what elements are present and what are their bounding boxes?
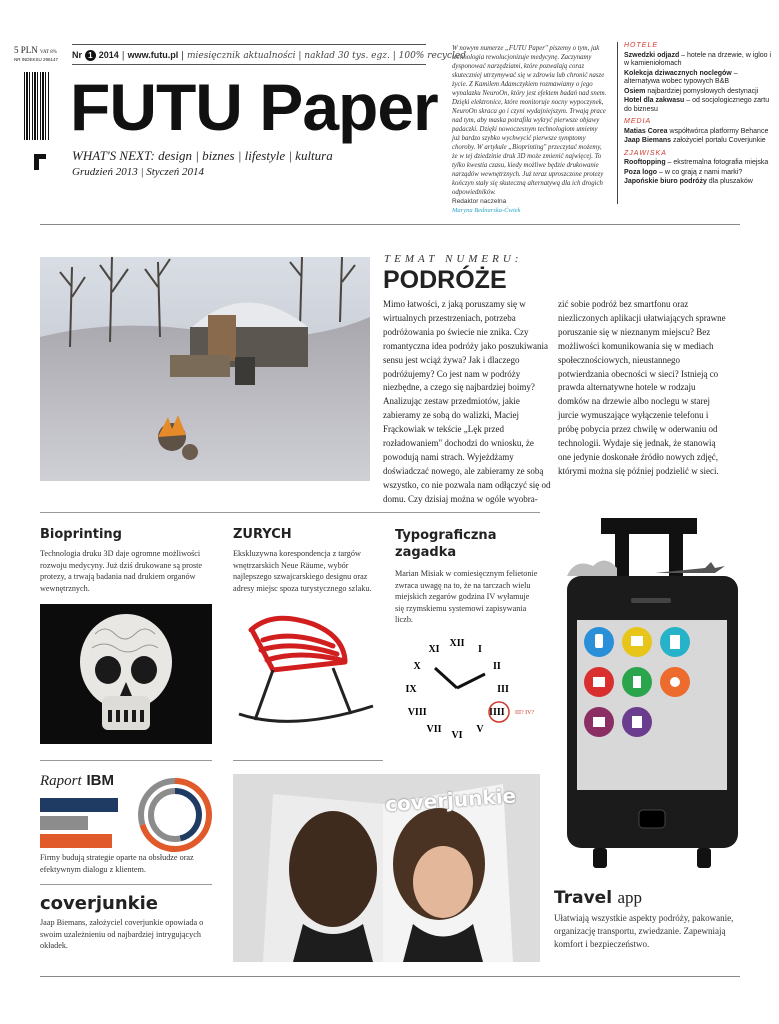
raport-text: Firmy budują strategie oparte na obsłudze oraz efektywnym dialogu z klientem. bbox=[40, 853, 194, 874]
issue-meta: Nr 1 2014 | www.futu.pl | miesięcznik aktualności | nakład 30 tys. egz. | 100% recycled bbox=[72, 50, 466, 61]
toc-item[interactable]: Japońskie biuro podróży dla pluszaków bbox=[624, 178, 753, 185]
rule-raport bbox=[40, 760, 212, 761]
header-top-rule bbox=[72, 44, 426, 45]
section-rule bbox=[40, 512, 540, 513]
travel-text: Ułatwiają wszystkie aspekty podróży, pakowanie, organizację transportu, zwiedzanie. Zapewniają komfort i bezpieczeństwo. bbox=[554, 913, 734, 949]
category-zjawiska: ZJAWISKA bbox=[624, 149, 667, 157]
bioprinting-text: Technologia druku 3D daje ogromne możliwości rozwoju medycyny. Już dziś drukowane są proste protezy, a trwają badania nad drukiem organów wewnętrznych. bbox=[40, 549, 203, 593]
category-media: MEDIA bbox=[624, 118, 652, 125]
rule-coverjunkie bbox=[40, 884, 212, 885]
raport-bar-grey bbox=[40, 816, 88, 830]
theme-kicker: TEMAT NUMERU: bbox=[384, 253, 523, 265]
clock-image bbox=[395, 630, 545, 750]
header-bottom-rule bbox=[40, 224, 740, 225]
typo-text: Marian Misiak w comiesięcznym felietonie zwraca uwagę na to, że na tarczach wielu miejskich zegarów godzina IV wyłamuje się rzymskiemu systemowi zapisywania liczb. bbox=[395, 569, 538, 624]
clock-question-label: III? IV? bbox=[515, 710, 535, 716]
travel-title: Travel app bbox=[554, 888, 642, 908]
contents-sidebar bbox=[624, 42, 774, 187]
issue-date: Grudzień 2013 | Styczeń 2014 bbox=[72, 166, 204, 178]
logo: FUTU Paper bbox=[70, 70, 438, 144]
rocking-chair-image bbox=[233, 610, 383, 740]
editor-role: Redaktor naczelna bbox=[452, 198, 507, 205]
raport-donut-chart bbox=[136, 776, 214, 854]
sidebar-divider bbox=[617, 42, 618, 204]
clock-hand-hour bbox=[435, 668, 457, 688]
skull-image bbox=[40, 604, 212, 744]
clock-numeral: XI bbox=[428, 644, 440, 656]
category-hotele: HOTELE bbox=[624, 42, 659, 49]
toc-item[interactable]: Rooftopping – ekstremalna fotografia miejska bbox=[624, 159, 769, 166]
tagline: WHAT'S NEXT: design | biznes | lifestyle | kultura bbox=[72, 148, 333, 163]
toc-item[interactable]: Jaap Biemans założyciel portalu Coverjunkie bbox=[624, 137, 766, 144]
clock-numeral: III bbox=[497, 684, 509, 695]
theme-title: PODRÓŻE bbox=[383, 266, 507, 294]
theme-column-2: zić sobie podróż bez smartfonu oraz niezliczonych aplikacji ułatwiających sprawne poruszanie się w nieznanym miejscu? Bez możliwości komunikowania się w mediach społecznościowych, nieustannego potwierdzania obecności w sieci? Istnieją co prawda alternatywne hotele w rodzaju domków na drzewie albo noclegu w starej jurcie wymuszające wyłączenie telefonu i próbę pobycia przez chwilę w oderwaniu od technologii. Wydaje się jednak, że stanowią one jedynie doskonałe źródło nowych zdjęć, którymi można się później podzielić w sieci. bbox=[558, 299, 726, 476]
clock-numeral: V bbox=[476, 723, 484, 735]
toc-item[interactable]: Matias Corea współtwórca platformy Behance bbox=[624, 127, 769, 135]
clock-numeral: VI bbox=[451, 730, 463, 741]
clock-numeral: VIII bbox=[407, 707, 427, 718]
toc-item[interactable]: Poza logo – w co grają z nami marki? bbox=[624, 168, 743, 176]
raport-bar-navy bbox=[40, 798, 118, 812]
coverjunkie-title: coverjunkie bbox=[40, 893, 159, 914]
yurt-photo bbox=[40, 257, 370, 481]
toc-item[interactable]: Kolekcja dziwacznych noclegów – alternatywa wobec typowych B&B bbox=[624, 69, 738, 85]
phone-illustration bbox=[565, 518, 740, 873]
editor-name: Maryna Bednarska-Ćwiek bbox=[452, 207, 521, 214]
header-rule bbox=[72, 64, 426, 65]
typo-title: Typograficzna zagadka bbox=[395, 528, 497, 560]
raport-bar-orange bbox=[40, 834, 112, 848]
price: 5 PLN VAT 8% bbox=[14, 45, 57, 55]
zurych-title: ZURYCH bbox=[233, 527, 292, 542]
toc-item[interactable]: Szwedzki odjazd – hotele na drzewie, w igloo i w kamieniołomach bbox=[624, 51, 772, 67]
barcode bbox=[24, 72, 50, 140]
footer-rule bbox=[40, 976, 740, 977]
clock-numeral: X bbox=[413, 661, 421, 672]
toc-item[interactable]: Hotel dla zakwasu – od socjologicznego zartu do biznesu bbox=[624, 97, 770, 113]
clock-numeral: XII bbox=[449, 638, 465, 649]
clock-numeral: IIII bbox=[489, 707, 505, 718]
bioprinting-title: Bioprinting bbox=[40, 527, 122, 542]
clock-numeral: I bbox=[478, 644, 482, 656]
site-link[interactable]: www.futu.pl bbox=[127, 50, 179, 60]
clock-numeral: II bbox=[492, 661, 501, 672]
coverjunkie-text: Jaap Biemans, założyciel coverjunkie opowiada o swoim uzależnieniu od najbardziej intrygujących okładek. bbox=[40, 918, 204, 950]
clock-numeral: IX bbox=[405, 684, 417, 695]
rule-zurych bbox=[233, 760, 383, 761]
issn: NR INDEKSU 296147 bbox=[14, 57, 59, 62]
raport-title: Raport IBM bbox=[40, 772, 114, 789]
corner-mark bbox=[34, 154, 46, 170]
zurych-text: Ekskluzywna korespondencja z targów wnętrzarskich Neue Räume, wybór najlepszego szwajcarskiego designu oraz adresy miejsc spoza turystycznego szlaku. bbox=[233, 549, 372, 593]
magazine-wordmark: coverjunkie bbox=[384, 783, 517, 817]
issue-number-badge: 1 bbox=[85, 50, 96, 61]
toc-item[interactable]: Osiem najbardziej pomysłowych destynacji bbox=[624, 87, 759, 95]
coverjunkie-magazine-image bbox=[233, 774, 540, 962]
clock-hand-minute bbox=[457, 674, 485, 688]
theme-column-1: Mimo łatwości, z jaką poruszamy się w wirtualnych przestrzeniach, potrzeba podróżowania po świecie nie znika. Czy romantyczna idea podróży jako poszukiwania sensu jest wciąż żywa? Jak i dlaczego podróżujemy? Co jest nam w podróży niezbędne, a czego się najbardziej boimy? Analizując zestaw przedmiotów, jakie zabieramy ze sobą do walizki, Maciej Frąckowiak w tekście „Lęk przed rozładowaniem" dochodzi do wniosku, że powodują nami strach. Wyjeżdżamy doświadczać nowego, ale zabieramy ze sobą wszystko, co nie pozwala nam odłączyć się od domu. Czy dzisiaj można w ogóle wyobra- bbox=[383, 299, 551, 504]
clock-numeral: VII bbox=[426, 723, 442, 735]
editorial-text: W nowym numerze „FUTU Paper" piszemy o tym, jak technologia rewolucjonizuje medycynę. Zaczynamy dysponować narzędziami, które pozwalają coraz skuteczniej utrzymywać się w zdrowiu lub chronić nasze życie. Z Kamilem Adamczykiem rozmawiamy o jego wynalazku NeuroOn, który jest efektem badań nad snem. Dzięki elektronice, które monitoruje nocny wypoczynek, NeuroOn skraca go i czyni wydajniejszym. Trwają prace nad tym, aby maska potrafiła wykryć pierwsze objawy padaczki. Dzięki nowoczesnym technologiom umiemy już bardzo szybko wychwycić pierwsze symptomy choroby. W artykule „Bioprinting" przeczytać możemy, że w tej dziedzinie druk 3D może zmienić najwięcej. To tylko kwestia czasu, kiedy możliwe będzie drukowanie narządów wewnętrznych. Już teraz uproszczone protezy kończyn stały się skuteczną alternatywą dla ich drogich odpowiedników. bbox=[452, 45, 607, 196]
